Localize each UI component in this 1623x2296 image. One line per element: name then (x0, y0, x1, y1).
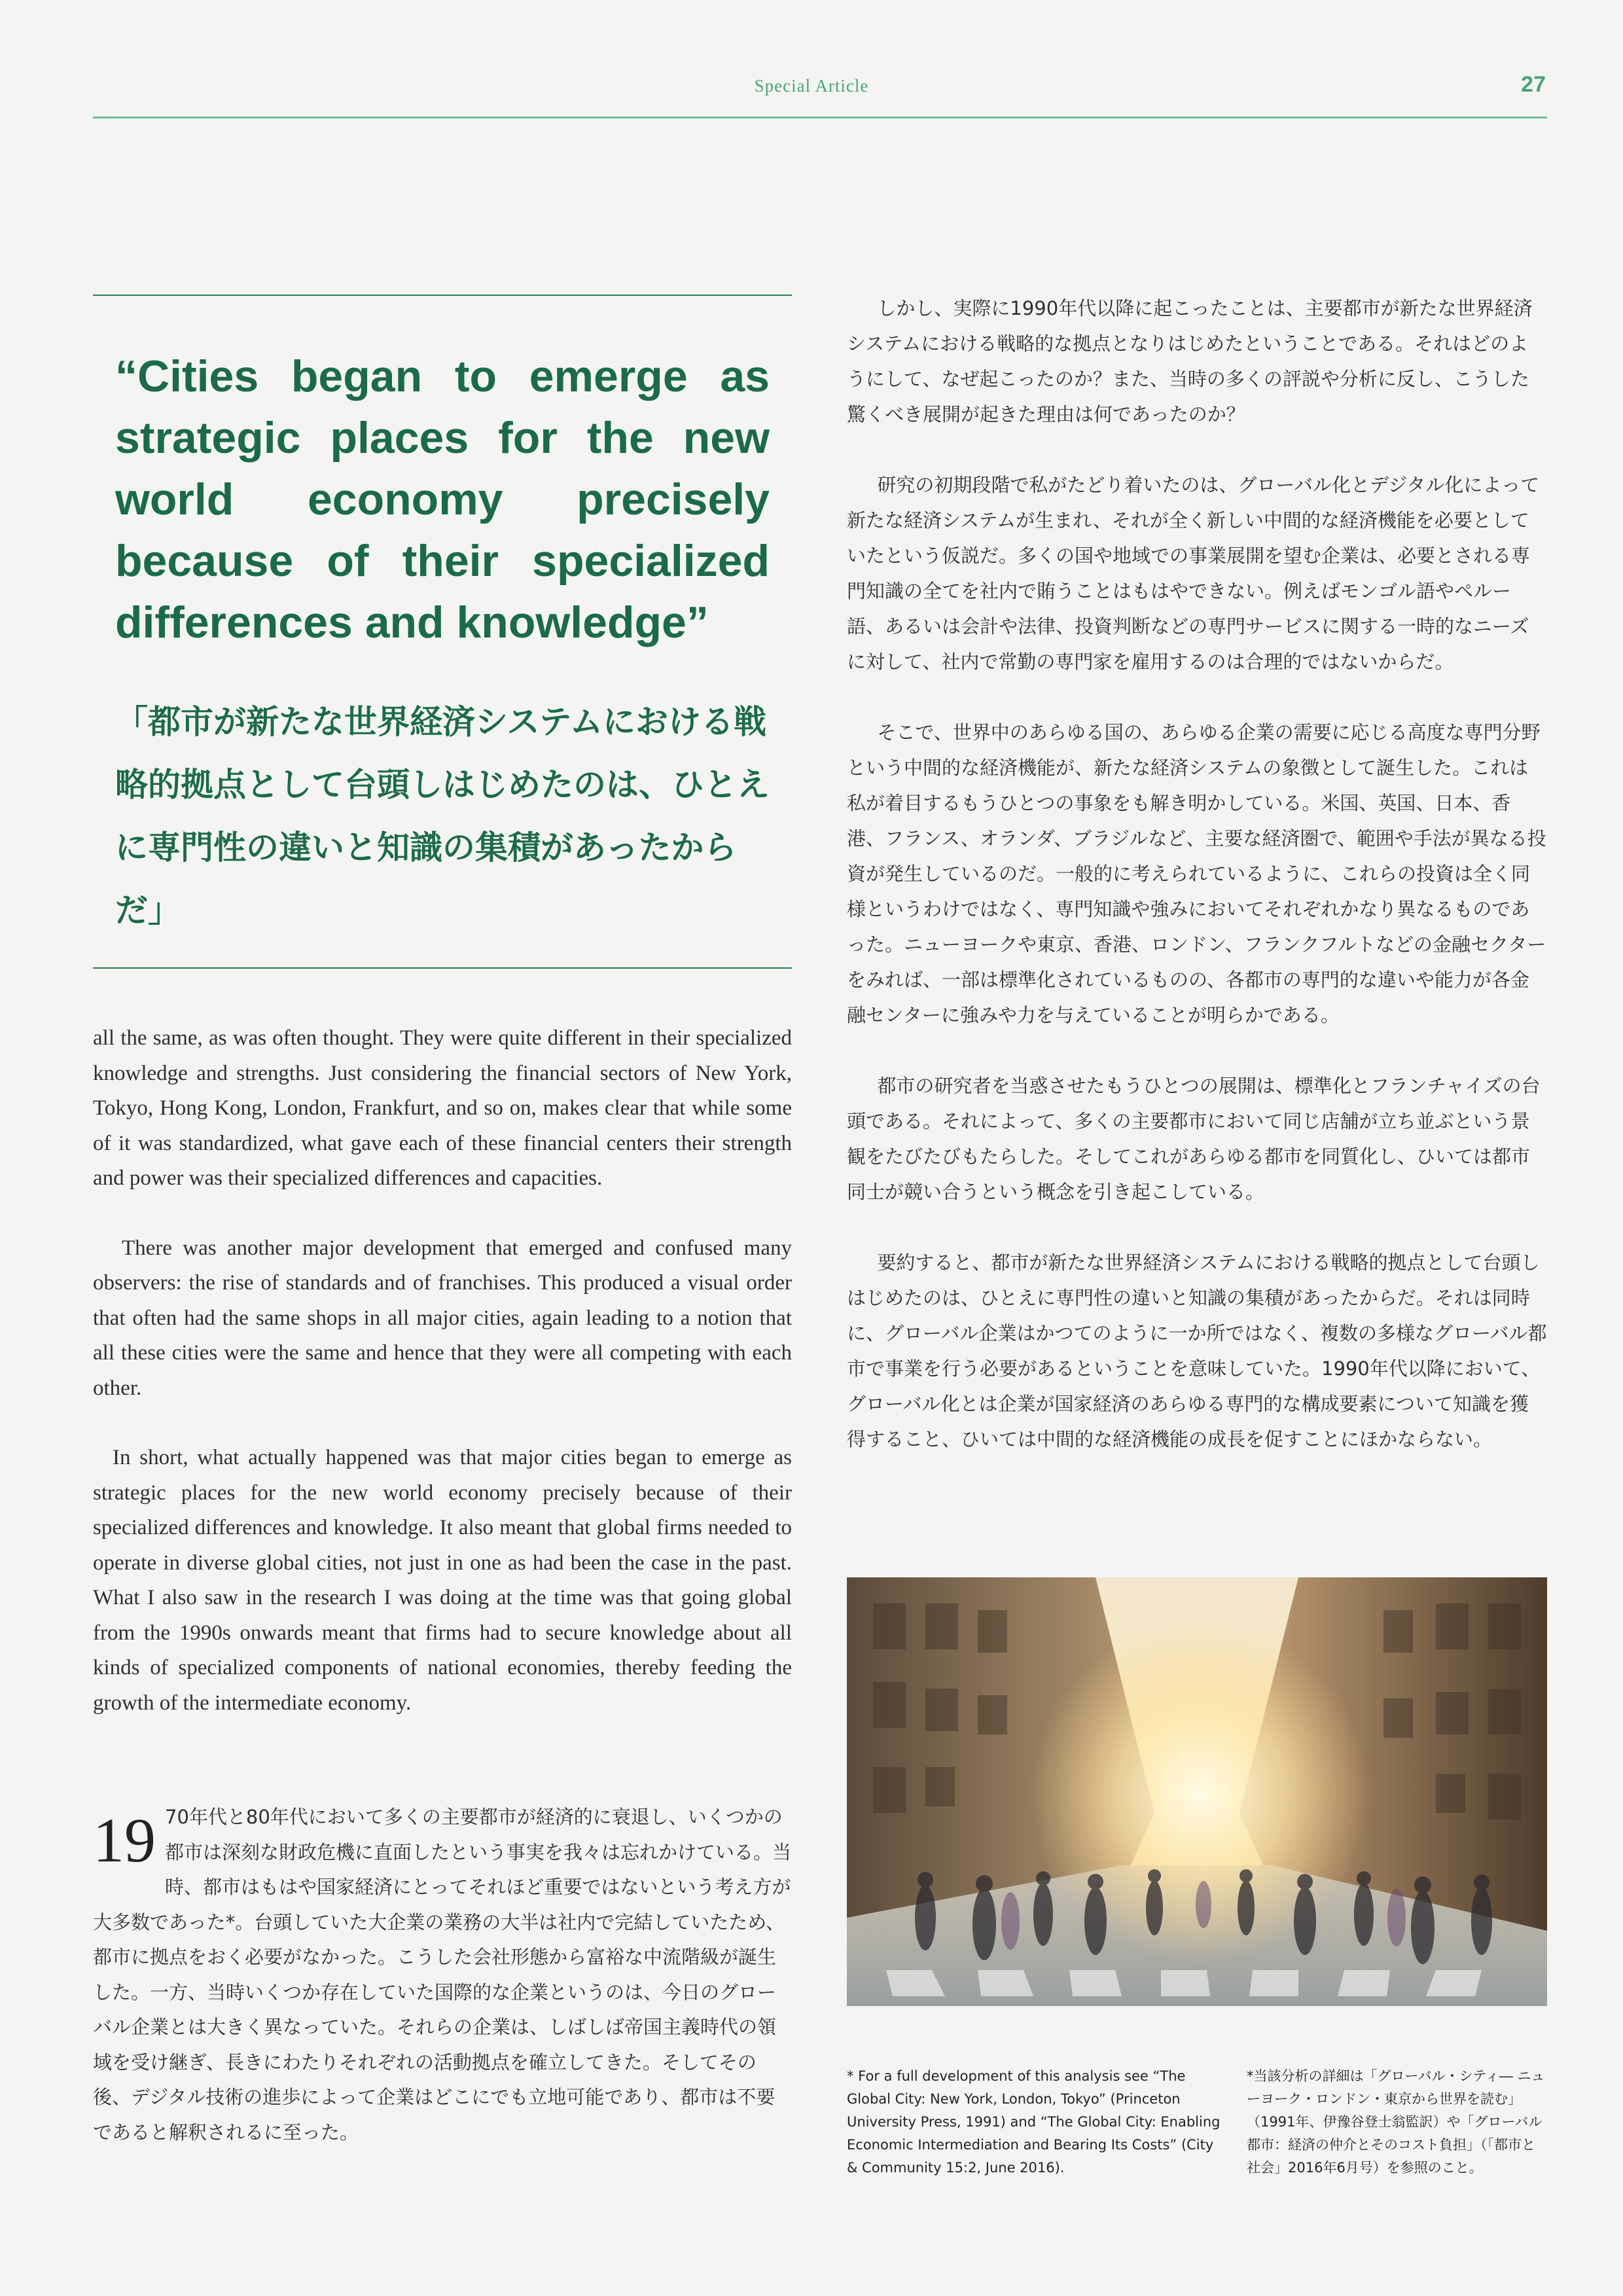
japanese-paragraph: 都市の研究者を当惑させたもうひとつの展開は、標準化とフランチャイズの台頭である。それによって、多くの主要都市において同じ店舗が立ち並ぶという景観をたびたびもたらした。そしてこれがあらゆる都市を同質化し、ひいては都市同士が競い合うという概念を引き起こしている。 (847, 1075, 1541, 1203)
city-street-photo (847, 1577, 1547, 2006)
pull-quote-english: “Cities began to emerge as strategic places for the new world economy precisely because of their specialized differences and knowledge” (115, 351, 770, 647)
japanese-paragraph: しかし、実際に1990年代以降に起こったことは、主要都市が新たな世界経済システムにおける戦略的な拠点となりはじめたということである。それはどのようにして、なぜ起こったのか？また、当時の多くの評説や分析に反し、こうした驚くべき展開が起きた理由は何であったのか？ (847, 297, 1533, 425)
japanese-intro-text: 70年代と80年代において多くの主要都市が経済的に衰退し、いくつかの都市は深刻な財政危機に直面したという事実を我々は忘れかけている。当時、都市はもはや国家経済にとってそれほど重要ではないという考え方が大多数であった*。台頭していた大企業の業務の大半は社内で完結していたため、都市に拠点をおく必要がなかった。こうした会社形態から富裕な中流階級が誕生した。一方、当時いくつか存在していた国際的な企業というのは、今日のグローバル企業とは大きく異なっていた。それらの企業は、しばしば帝国主義時代の領域を受け継ぎ、長きにわたりそれぞれの活動拠点を確立してきた。そしてその後、デジタル技術の進歩によって企業はどこにでも立地可能であり、都市は不要であると解釈されるに至った。 (93, 1806, 792, 2144)
english-column (93, 1021, 792, 1755)
section-label: Special Article (754, 76, 869, 96)
japanese-column (847, 291, 1547, 1492)
header-rule (93, 117, 1547, 118)
footnote-english: * For a full development of this analysis see “The Global City: New York, London, Tokyo” (Princeton University Press, 1991) and “The Global City: Enabling Economic Intermediation and Bearing Its Costs” (City & Community 15:2, June 2016). (847, 2068, 1221, 2176)
pull-quote-japanese: 「都市が新たな世界経済システムにおける戦略的拠点として台頭しはじめたのは、ひとえに専門性の違いと知識の集積があったからだ」 (115, 703, 770, 929)
english-paragraph: There was another major development that emerged and confused many observers: the rise of standards and of franchises. This produced a visual order that often had the same shops in all major cities, again leading to a notion that all these cities were the same and hence that they were all competing with each other. (93, 1236, 792, 1400)
city-street-crosswalk-photo (847, 1577, 1547, 2006)
drop-cap: 19 (93, 1805, 156, 1875)
page-number: 27 (1521, 72, 1546, 97)
japanese-paragraph: そこで、世界中のあらゆる国の、あらゆる企業の需要に応じる高度な専門分野という中間的な経済機能が、新たな経済システムの象徴として誕生した。これは私が着目するもうひとつの事象をも解き明かしている。米国、英国、日本、香港、フランス、オランダ、ブラジルなど、主要な経済圏で、範囲や手法が異なる投資が発生しているのだ。一般的に考えられているように、これらの投資は全く同様というわけではなく、専門知識や強みにおいてそれぞれかなり異なるものであった。ニューヨークや東京、香港、ロンドン、フランクフルトなどの金融セクターをみれば、一部は標準化されているものの、各都市の専門的な違いや能力が各金融センターに強みや力を与えていることが明らかである。 (847, 721, 1546, 1026)
pull-quote-top-rule (93, 295, 792, 296)
japanese-paragraph: 要約すると、都市が新たな世界経済システムにおける戦略的拠点として台頭しはじめたのは、ひとえに専門性の違いと知識の集積があったからだ。それは同時に、グローバル企業はかつてのように一か所ではなく、複数の多様なグローバル都市で事業を行う必要があるということを意味していた。1990年代以降において、グローバル化とは企業が国家経済のあらゆる専門的な構成要素について知識を獲得すること、ひいては中間的な経済機能の成長を促すことにほかならない。 (847, 1251, 1547, 1450)
english-paragraph: In short, what actually happened was that major cities began to emerge as strategic places for the new world economy precisely because of their specialized differences and knowledge. It also meant that global firms needed to operate in diverse global cities, not just in one as had been the case in the past. What I also saw in the research I was doing at the time was that going global from the 1990s onwards meant that firms had to secure knowledge about all kinds of specialized components of national economies, thereby feeding the growth of the intermediate economy. (93, 1446, 792, 1715)
pull-quote-bottom-rule (93, 967, 792, 969)
japanese-intro (93, 1800, 792, 2150)
japanese-paragraph: 研究の初期段階で私がたどり着いたのは、グローバル化とデジタル化によって新たな経済システムが生まれ、それが全く新しい中間的な経済機能を必要としていたという仮説だ。多くの国や地域での事業展開を望む企業は、必要とされる専門知識の全てを社内で賄うことはもはやできない。例えばモンゴル語やペルー語、あるいは会計や法律、投資判断などの専門サービスに関する一時的なニーズに対して、社内で常勤の専門家を雇用するのは合理的ではないからだ。 (847, 474, 1540, 673)
english-paragraph: all the same, as was often thought. They were quite different in their specialized knowledge and strengths. Just considering the financial sectors of New York, Tokyo, Hong Kong, London, Frankfurt, and so on, makes clear that while some of it was standardized, what gave each of these financial centers their strength and power was their specialized differences and capacities. (93, 1026, 792, 1190)
footnote-japanese: *当該分析の詳細は「グローバル・シティ― ニューヨーク・ロンドン・東京から世界を読む」（1991年、伊豫谷登士翁監訳）や「グローバル都市：経済の仲介とそのコスト負担」（「都市と社会」2016年6月号）を参照のこと。 (1247, 2068, 1545, 2176)
